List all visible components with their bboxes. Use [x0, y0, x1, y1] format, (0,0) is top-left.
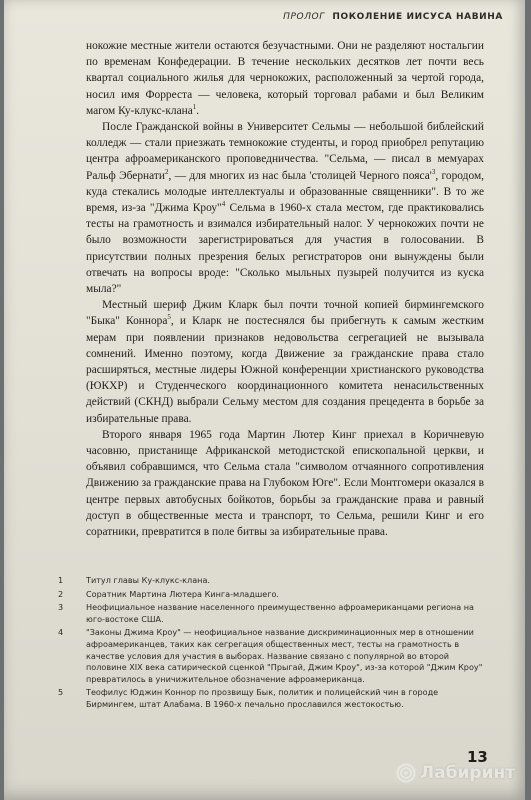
body-text: [86, 38, 484, 540]
footnote-number: 4: [58, 627, 64, 638]
footnote: [58, 602, 484, 625]
labyrinth-logo-icon: [396, 763, 416, 783]
footnote-ref-3[interactable]: 3: [431, 167, 436, 176]
footnotes: [58, 575, 484, 713]
footnote-ref-4[interactable]: 4: [221, 200, 226, 209]
header-part-label: ПРОЛОГ: [283, 12, 325, 22]
footnote: [58, 627, 484, 685]
footnote: [58, 687, 484, 710]
footnote-ref-1[interactable]: 1: [192, 103, 197, 112]
paragraph-3: Местный шериф Джим Кларк был почти точной копией бирмингемского "Быка" Коннора$^5$, и Кларк не постеснялся бы прибегнуть к самым жестким мерам при появлении признаков недовольства сегрегацией не вызывала сомнений. Именно поэтому, когда Движение за гражданские права стало расширяться, местные лидеры Южной конференции христианского руководства (ЮКХР) и Студенческого координационного комитета ненасильственных действий (СКНД) выбрали Сельму местом для создания прецедента в борьбе за избирательные права.: [86, 299, 484, 425]
watermark: [396, 763, 515, 783]
book-page: [4, 0, 525, 800]
footnote-text: Титул главы Ку-клукс-клана.: [86, 575, 210, 585]
footnote-text: Теофилус Юджин Коннор по прозвищу Бык, политик и полицейский чин в городе Бирмингем, штат Алабама. В 1960-х печально прославился жестокостью.: [86, 687, 439, 709]
watermark-text: Лабиринт: [420, 763, 516, 783]
footnote-ref-5[interactable]: 5: [167, 313, 171, 322]
header-chapter-title: ПОКОЛЕНИЕ ИИСУСА НАВИНА: [332, 12, 503, 22]
footnote-text: Неофициальное название населенного преимущественно афроамериканцами региона на юго-востоке США.: [86, 602, 475, 624]
footnote-number: 2: [58, 588, 64, 599]
footnote-number: 1: [58, 575, 64, 585]
footnote-number: 3: [58, 602, 64, 613]
paragraph-2: После Гражданской войны в Университет Сельмы — небольшой библейский колледж — стали приезжать темнокожие студенты, и город приобрел репутацию центра афроамериканского проповедничества. "Сельма, — писал в мемуарах Ральф Эбернати$^2$, — для многих из нас была 'столицей Черного $пояса'^3$, городом, куда стекались молодые интеллектуалы и образованные священники". В то же время, из-за "Джима Кроу"$^4$ Сельма в 1960-х стала местом, где практиковались тесты на грамотность и взимался избирательный налог. У чернокожих почти не было возможности зарегистрироваться для участия в голосовании. В присутствии полных презрения белых регистраторов они вынуждены были отвечать на вопросы вроде: "Сколько мыльных пузырей получится из куска мыла?": [86, 121, 485, 296]
footnote: [58, 589, 484, 601]
footnote-text: Соратник Мартина Лютера Кинга-младшего.: [86, 588, 280, 599]
footnote: [58, 575, 484, 587]
footnote-ref-2[interactable]: 2: [164, 167, 169, 176]
footnote-number: 5: [58, 687, 64, 698]
footnote-text: "Законы Джима Кроу" — неофициальное название дискриминационных мер в отношении афроамериканцев, таких как сегрегация общественных мест, тесты на грамотность в качестве условия для участия в выборах. Название связано с популярной во второй половине XIX века сатирической сценкой "Прыгай, Джим Кроу", из-за которой "Джим Кроу" превратилось в уничижительное обозначение афроамериканца.: [86, 627, 483, 684]
page-number: 13: [467, 748, 488, 766]
running-header: [283, 12, 503, 22]
paragraph-1: нокожие местные жители остаются безучастными. Они не разделяют ностальгии по временам Конфедерации. В течение нескольких десятков лет почти весь квартал социального жилья для чернокожих, расположенный за чертой города, носил имя Форреста — человека, который торговал рабами и был Великим магом Ку-клукс-клана$^1$.: [86, 40, 484, 117]
paragraph-4: Второго января 1965 года Мартин Лютер Кинг приехал в Коричневую часовню, пристанище Африканской методистской епископальной церкви, и объявил собравшимся, что Сельма стала "символом отчаянного сопротивления Движению за гражданские права на Глубоком Юге". Если Монтгомери оказался в центре первых автобусных бойкотов, борьбы за гражданские права и равный доступ в общественные места и транспорт, то Сельма, решили Кинг и его соратники, превратится в поле битвы за избирательные права.: [86, 428, 484, 539]
